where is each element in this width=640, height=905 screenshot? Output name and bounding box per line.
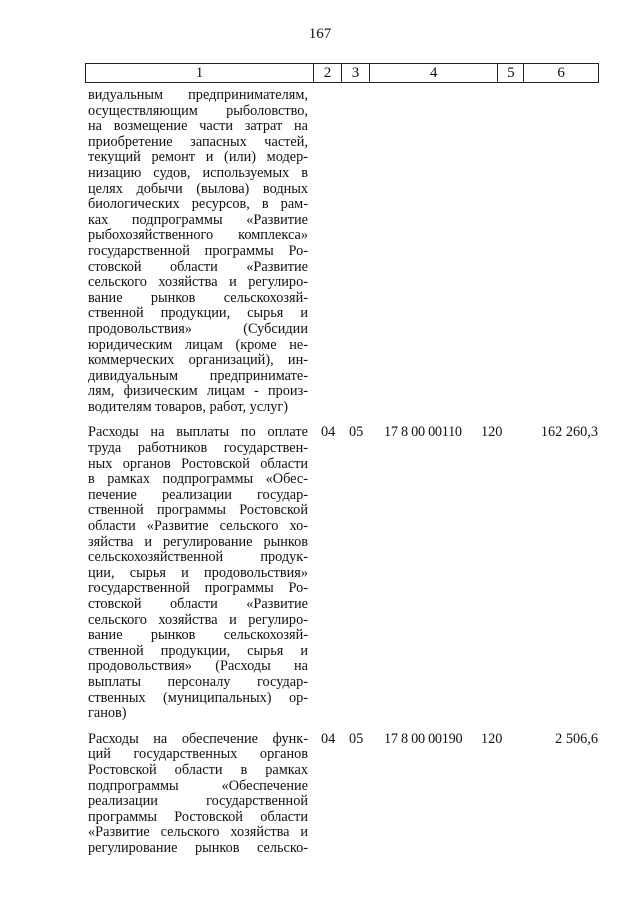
description-line: Ростовской области в рамках <box>88 761 308 778</box>
description-line: водителям товаров, работ, услуг) <box>88 398 289 415</box>
description-line: на возмещение части затрат на <box>88 118 308 135</box>
description-line: рыбохозяйственного комплекса» <box>88 227 308 244</box>
description-line: юридическим лицам (кроме не- <box>88 336 308 353</box>
description-line: в рамках подпрограммы «Обес- <box>88 471 308 488</box>
description-line: продовольствия» (Расходы на <box>88 658 308 675</box>
header-col-2: 2 <box>314 64 342 82</box>
description-line: продовольствия» (Субсидии <box>88 320 308 337</box>
description-line: государственной программы Ро- <box>88 580 308 597</box>
description-line: государственной программы Ро- <box>88 242 308 259</box>
description-line: регулирование рынков сельско- <box>88 839 308 856</box>
description-line: лям, физическим лицам - произ- <box>88 383 308 400</box>
cell-c3: 05 <box>349 730 364 747</box>
description-line: сельскохозяйственной продук- <box>88 549 308 566</box>
description-line: биологических ресурсов, в рам- <box>88 196 308 213</box>
description-line: коммерческих организаций), ин- <box>88 352 308 369</box>
row-description <box>88 88 308 415</box>
cell-c5: 120 <box>481 424 503 441</box>
description-line: ции, сырья и продовольствия» <box>88 564 308 581</box>
description-line: области «Развитие сельского хо- <box>88 518 308 535</box>
description-line: низацию судов, используемых в <box>88 164 308 181</box>
cell-c4: 17 8 00 00110 <box>384 424 462 441</box>
description-line: подпрограммы «Обеспечение <box>88 777 308 794</box>
description-line: осуществляющим рыболовство, <box>88 102 308 119</box>
description-line: стовской области «Развитие <box>88 596 308 612</box>
description-line: приобретение запасных частей, <box>88 133 308 150</box>
header-col-1: 1 <box>86 64 314 82</box>
description-line: печение реализации государ- <box>88 486 308 503</box>
description-line: вание рынков сельскохозяй- <box>88 627 308 644</box>
description-line: ций государственных органов <box>88 746 308 763</box>
header-col-5: 5 <box>498 64 524 82</box>
description-line: ных органов Ростовской области <box>88 455 308 472</box>
header-col-3: 3 <box>342 64 370 82</box>
description-line: ственной программы Ростовской <box>88 502 308 519</box>
description-line: труда работников государствен- <box>88 440 308 457</box>
description-line: текущий ремонт и (или) модер- <box>88 149 308 166</box>
description-line: «Развитие сельского хозяйства и <box>88 824 308 841</box>
description-line: программы Ростовской области <box>88 808 308 825</box>
table-header-row <box>85 63 599 83</box>
description-line: ственной продукции, сырья и <box>88 642 308 659</box>
header-col-4: 4 <box>370 64 499 82</box>
header-col-6: 6 <box>557 65 565 81</box>
cell-c5: 120 <box>481 730 503 747</box>
description-line: стовской области «Развитие <box>88 258 308 275</box>
table-row <box>88 425 598 721</box>
description-line: ственной продукции, сырья и <box>88 305 308 322</box>
cell-c2: 04 <box>321 730 336 747</box>
description-line: ственных (муниципальных) ор- <box>88 689 308 706</box>
cell-c4: 17 8 00 00190 <box>384 730 463 747</box>
page-number: 167 <box>308 26 332 42</box>
description-line: сельского хозяйства и регулиро- <box>88 611 308 628</box>
description-line: выплаты персоналу государ- <box>88 673 308 690</box>
description-line: сельского хозяйства и регулиро- <box>88 274 308 291</box>
description-line: ках подпрограммы «Развитие <box>88 211 308 228</box>
table-body <box>88 88 598 867</box>
cell-c2: 04 <box>321 424 336 441</box>
table-row <box>88 88 598 415</box>
description-line: целях добычи (вылова) водных <box>88 180 308 197</box>
description-line: дивидуальным предпринимате- <box>88 367 308 384</box>
cell-c6: 162 260,3 <box>540 424 598 441</box>
description-line: ганов) <box>88 705 127 722</box>
description-line: Расходы на выплаты по оплате <box>88 424 308 441</box>
row-description <box>88 425 308 721</box>
table-row <box>88 732 598 857</box>
row-description <box>88 732 308 857</box>
cell-c3: 05 <box>349 424 364 441</box>
description-line: видуальным предпринимателям, <box>88 87 308 103</box>
description-line: зяйства и регулирование рынков <box>88 533 308 550</box>
description-line: реализации государственной <box>88 793 308 810</box>
cell-c6: 2 506,6 <box>555 730 598 747</box>
description-line: Расходы на обеспечение функ- <box>88 730 308 747</box>
description-line: вание рынков сельскохозяй- <box>88 289 308 306</box>
